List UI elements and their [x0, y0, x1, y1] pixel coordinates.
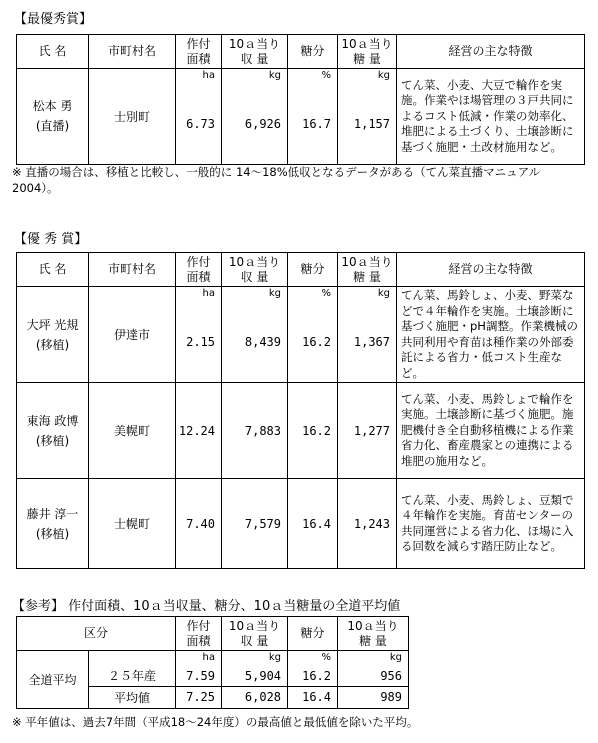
header-name: 氏 名 — [17, 35, 89, 69]
row-sugar: 16.4 — [288, 686, 338, 708]
row-city: 美幌町 — [89, 383, 176, 479]
note-average: ※ 平年値は、過去7年間（平成18～24年度）の最高値と最低値を除いた平均。 — [12, 715, 419, 729]
header-sugar-yield: 10ａ当り 糖 量 — [338, 253, 397, 287]
row-area: 7.40 — [176, 479, 222, 569]
section-title-reference: 【参考】 作付面積、10ａ当収量、糖分、10ａ当糖量の全道平均値 — [12, 599, 401, 614]
row-sugar-yield: 1,367 — [338, 302, 397, 382]
row-features: てん菜、小麦、馬鈴しょ、豆類で４年輪作を実施。育苗センターの共同運営による省力化、ほ場に入る回数を減らす踏圧防止など。 — [397, 479, 585, 569]
excellent-award-table — [16, 252, 585, 569]
header-name: 氏 名 — [17, 253, 89, 287]
unit-sugar: % — [288, 651, 338, 667]
header-category: 区分 — [17, 617, 176, 651]
row-yield: 7,883 — [222, 383, 288, 479]
row-sugar: 16.7 — [288, 84, 338, 164]
header-yield: 10ａ当り 収 量 — [222, 253, 288, 287]
row-yield: 8,439 — [222, 302, 288, 382]
header-features: 経営の主な特徴 — [397, 35, 585, 69]
header-city: 市町村名 — [89, 253, 176, 287]
row-area: 7.25 — [176, 686, 222, 708]
row-features: てん菜、小麦、大豆で輪作を実施。作業やほ場管理の３戸共同によるコスト低減・作業の効率化、堆肥による土づくり、土壌診断に基づく施肥・土改材施用など。 — [397, 69, 585, 165]
row-yield: 5,904 — [222, 666, 288, 686]
row-area: 2.15 — [176, 302, 222, 382]
section-title-excellent-award: 【優 秀 賞】 — [14, 232, 88, 247]
row-features: てん菜、小麦、馬鈴しょで輪作を実施。土壌診断に基づく施肥。施肥機付き全自動移植機による作業省力化、畜産農家との連携による堆肥の施用など。 — [397, 383, 585, 479]
note-direct-seeding: ※ 直播の場合は、移植と比較し、一般的に 14～18%低収となるデータがある（てん菜直播マニュアル 2004）。 — [12, 165, 541, 195]
row-sugar-yield: 1,157 — [338, 84, 397, 164]
row-features: てん菜、馬鈴しょ、小麦、野菜などで４年輪作を実施。土壌診断に基づく施肥・pH調整。作業機械の共同利用や育苗は種作業の外部委託による省力・低コスト生産など。 — [397, 287, 585, 383]
row-area: 6.73 — [176, 84, 222, 164]
section-title-top-award: 【最優秀賞】 — [14, 12, 93, 27]
row-sugar-yield: 1,243 — [338, 479, 397, 569]
unit-yield: kg — [222, 287, 288, 303]
row-yield: 6,028 — [222, 686, 288, 708]
header-area: 作付 面積 — [176, 617, 222, 651]
unit-yield: kg — [222, 651, 288, 667]
unit-sugar: % — [288, 287, 338, 303]
group-label: 全道平均 — [17, 651, 89, 709]
row-name: 大坪 光規 (移植) — [17, 287, 89, 383]
row-area: 7.59 — [176, 666, 222, 686]
header-features: 経営の主な特徴 — [397, 253, 585, 287]
row-yield: 7,579 — [222, 479, 288, 569]
header-area: 作付 面積 — [176, 35, 222, 69]
row-city: 士別町 — [89, 69, 176, 165]
header-sugar: 糖分 — [288, 617, 338, 651]
row-sugar-yield: 989 — [338, 686, 409, 708]
top-award-table — [16, 34, 585, 165]
header-sugar: 糖分 — [288, 35, 338, 69]
header-sugar-yield: 10ａ当り 糖 量 — [338, 35, 397, 69]
unit-yield: kg — [222, 69, 288, 85]
unit-sugar-yield: kg — [338, 287, 397, 303]
row-name: 東海 政博 (移植) — [17, 383, 89, 479]
header-city: 市町村名 — [89, 35, 176, 69]
row-name: 藤井 淳一 (移植) — [17, 479, 89, 569]
row-label: 平均値 — [89, 686, 176, 708]
unit-sugar-yield: kg — [338, 651, 409, 667]
header-yield: 10ａ当り 収 量 — [222, 617, 288, 651]
unit-area: ha — [176, 69, 222, 85]
row-sugar-yield: 956 — [338, 666, 409, 686]
row-yield: 6,926 — [222, 84, 288, 164]
unit-sugar-yield: kg — [338, 69, 397, 85]
row-label: ２５年産 — [89, 666, 176, 686]
row-sugar-yield: 1,277 — [338, 383, 397, 479]
unit-area: ha — [176, 651, 222, 667]
header-sugar: 糖分 — [288, 253, 338, 287]
row-sugar: 16.2 — [288, 666, 338, 686]
row-sugar: 16.2 — [288, 383, 338, 479]
reference-table — [16, 616, 409, 709]
row-name: 松本 勇 (直播) — [17, 69, 89, 165]
header-area: 作付 面積 — [176, 253, 222, 287]
unit-sugar: % — [288, 69, 338, 85]
row-city: 士幌町 — [89, 479, 176, 569]
row-sugar: 16.2 — [288, 302, 338, 382]
row-area: 12.24 — [176, 383, 222, 479]
row-sugar: 16.4 — [288, 479, 338, 569]
unit-area: ha — [176, 287, 222, 303]
header-yield: 10ａ当り 収 量 — [222, 35, 288, 69]
row-city: 伊達市 — [89, 287, 176, 383]
header-sugar-yield: 10ａ当り 糖 量 — [338, 617, 409, 651]
